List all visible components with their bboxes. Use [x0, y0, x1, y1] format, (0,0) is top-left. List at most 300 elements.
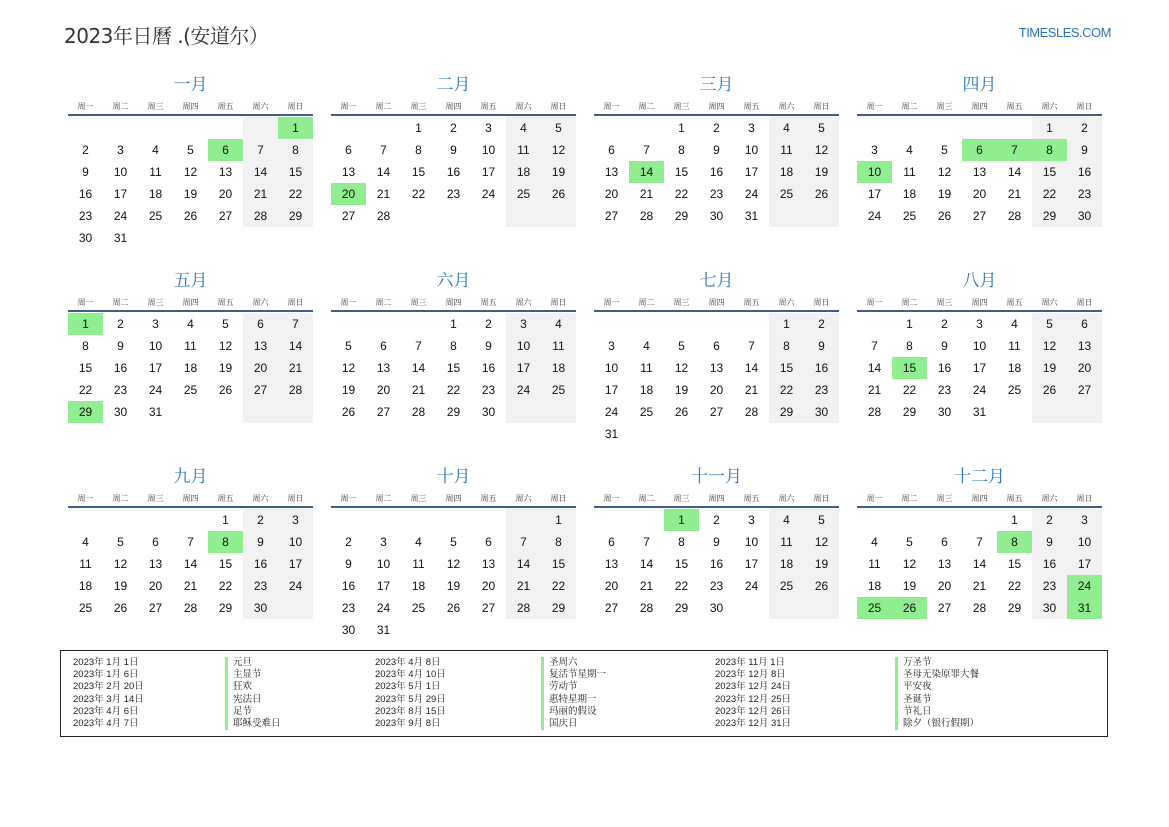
- day-cell: 20: [937, 579, 952, 593]
- empty-day-cell: [138, 227, 173, 249]
- day-cell: 10: [744, 143, 759, 157]
- day-cell: 5: [678, 339, 685, 353]
- day-cell: 3: [608, 339, 615, 353]
- weekday-label: 周三: [147, 298, 164, 307]
- day-cell: 2: [1032, 509, 1067, 531]
- day-cell: 9: [713, 143, 720, 157]
- day-cell: 26: [804, 183, 839, 205]
- day-cell: 15: [1007, 557, 1022, 571]
- empty-day-cell: [173, 117, 208, 139]
- day-cell: 7: [278, 313, 313, 335]
- day-cell: 29: [1032, 205, 1067, 227]
- day-cell: 12: [113, 557, 128, 571]
- empty-day-cell: [68, 509, 103, 531]
- empty-day-cell: [208, 227, 243, 249]
- empty-day-cell: [436, 205, 471, 227]
- holiday-date: 2023年 1月 6日: [73, 669, 139, 681]
- day-cell: 29: [446, 405, 461, 419]
- day-cell: 27: [604, 601, 619, 615]
- day-cell: 2: [117, 317, 124, 331]
- weekday-label: 周五: [480, 494, 497, 503]
- day-cell: 2: [82, 143, 89, 157]
- day-cell: 21: [744, 383, 759, 397]
- holiday-day-cell: 26: [892, 597, 927, 619]
- page-title: 2023年日曆 .(安道尔）: [64, 24, 269, 48]
- day-cell: 24: [506, 379, 541, 401]
- empty-day-cell: [629, 423, 664, 445]
- day-cell: 11: [184, 339, 197, 353]
- weekday-label: 周日: [287, 298, 304, 307]
- weekday-label: 周四: [708, 298, 725, 307]
- empty-day-cell: [594, 313, 629, 335]
- holiday-date: 2023年 5月 1日: [375, 681, 441, 693]
- day-cell: 25: [769, 183, 804, 205]
- day-cell: 26: [1032, 379, 1067, 401]
- holiday-names-col2: [541, 657, 606, 730]
- empty-day-cell: [103, 509, 138, 531]
- day-cell: 28: [972, 601, 987, 615]
- empty-day-cell: [278, 401, 313, 423]
- day-cell: 4: [769, 117, 804, 139]
- day-cell: 17: [506, 357, 541, 379]
- holiday-day-cell: 6: [962, 139, 997, 161]
- weekday-label: 周六: [1041, 494, 1058, 503]
- day-cell: 28: [243, 205, 278, 227]
- month-name: 五月: [173, 271, 208, 291]
- day-cell: 19: [218, 361, 233, 375]
- empty-day-cell: [594, 117, 629, 139]
- day-cell: 13: [243, 335, 278, 357]
- holiday-day-cell: 8: [997, 531, 1032, 553]
- day-cell: 30: [709, 601, 724, 615]
- month-calendar: [857, 464, 1102, 658]
- day-cell: 22: [674, 579, 689, 593]
- day-cell: 23: [709, 187, 724, 201]
- month-name: 二月: [436, 75, 471, 95]
- day-cell: 14: [278, 335, 313, 357]
- day-cell: 14: [1007, 165, 1022, 179]
- day-cell: 2: [450, 121, 457, 135]
- day-cell: 3: [506, 313, 541, 335]
- day-cell: 18: [148, 187, 163, 201]
- weekday-label: 周四: [445, 298, 462, 307]
- month-calendar: [331, 268, 576, 462]
- weekday-label: 周二: [638, 494, 655, 503]
- day-cell: 28: [506, 597, 541, 619]
- day-cell: 13: [148, 557, 163, 571]
- weekday-header: [331, 488, 576, 508]
- day-cell: 9: [1032, 531, 1067, 553]
- empty-day-cell: [471, 205, 506, 227]
- day-cell: 27: [972, 209, 987, 223]
- empty-day-cell: [857, 117, 892, 139]
- day-cell: 14: [867, 361, 882, 375]
- day-cell: 12: [218, 339, 233, 353]
- empty-day-cell: [927, 509, 962, 531]
- weekday-label: 周六: [252, 102, 269, 111]
- day-cell: 17: [744, 557, 759, 571]
- day-cell: 7: [643, 143, 650, 157]
- empty-day-cell: [541, 401, 576, 423]
- day-cell: 30: [1032, 597, 1067, 619]
- day-cell: 22: [541, 575, 576, 597]
- day-cell: 1: [1032, 117, 1067, 139]
- holiday-name: 劳动节: [541, 681, 606, 693]
- weekday-label: 周日: [813, 102, 830, 111]
- day-cell: 19: [937, 187, 952, 201]
- empty-day-cell: [857, 313, 892, 335]
- empty-day-cell: [401, 313, 436, 335]
- day-cell: 12: [674, 361, 689, 375]
- empty-day-cell: [892, 509, 927, 531]
- weekday-label: 周四: [445, 102, 462, 111]
- empty-day-cell: [243, 117, 278, 139]
- empty-day-cell: [506, 619, 541, 641]
- day-cell: 13: [218, 165, 233, 179]
- day-grid: [68, 117, 313, 249]
- day-cell: 4: [415, 535, 422, 549]
- day-cell: 19: [113, 579, 128, 593]
- weekday-label: 周一: [866, 494, 883, 503]
- day-cell: 6: [380, 339, 387, 353]
- weekday-label: 周三: [410, 298, 427, 307]
- day-cell: 9: [117, 339, 124, 353]
- weekday-label: 周二: [638, 102, 655, 111]
- empty-day-cell: [103, 117, 138, 139]
- day-cell: 25: [78, 601, 93, 615]
- empty-day-cell: [734, 597, 769, 619]
- day-cell: 11: [640, 361, 653, 375]
- weekday-header: [857, 292, 1102, 312]
- day-cell: 1: [450, 317, 457, 331]
- holiday-name: 惠特星期一: [541, 694, 606, 706]
- day-cell: 16: [937, 361, 952, 375]
- day-cell: 16: [1067, 161, 1102, 183]
- holiday-name: 宪法日: [225, 694, 281, 706]
- day-cell: 5: [906, 535, 913, 549]
- day-cell: 11: [149, 165, 162, 179]
- day-cell: 20: [218, 187, 233, 201]
- day-cell: 7: [187, 535, 194, 549]
- day-cell: 24: [481, 187, 496, 201]
- weekday-label: 周日: [813, 494, 830, 503]
- month-name: 六月: [436, 271, 471, 291]
- day-cell: 12: [902, 557, 917, 571]
- day-cell: 11: [868, 557, 881, 571]
- holiday-day-cell: 24: [1067, 575, 1102, 597]
- month-calendar: [331, 464, 576, 658]
- weekday-label: 周一: [340, 102, 357, 111]
- day-cell: 2: [804, 313, 839, 335]
- day-cell: 16: [1032, 553, 1067, 575]
- weekday-label: 周日: [1076, 102, 1093, 111]
- weekday-header: [68, 96, 313, 116]
- empty-day-cell: [997, 401, 1032, 423]
- holiday-day-cell: 8: [208, 531, 243, 553]
- day-cell: 23: [1032, 575, 1067, 597]
- day-cell: 24: [867, 209, 882, 223]
- day-cell: 23: [341, 601, 356, 615]
- day-cell: 28: [1007, 209, 1022, 223]
- day-cell: 23: [804, 379, 839, 401]
- day-cell: 15: [78, 361, 93, 375]
- day-cell: 22: [78, 383, 93, 397]
- day-cell: 3: [1067, 509, 1102, 531]
- empty-day-cell: [68, 117, 103, 139]
- day-cell: 11: [412, 557, 425, 571]
- day-grid: [68, 509, 313, 619]
- weekday-label: 周三: [147, 494, 164, 503]
- day-cell: 24: [278, 575, 313, 597]
- day-cell: 3: [152, 317, 159, 331]
- weekday-label: 周二: [375, 494, 392, 503]
- day-cell: 4: [1011, 317, 1018, 331]
- day-grid: [331, 509, 576, 641]
- empty-day-cell: [804, 597, 839, 619]
- weekday-label: 周六: [252, 494, 269, 503]
- day-cell: 28: [639, 209, 654, 223]
- day-cell: 25: [148, 209, 163, 223]
- weekday-header: [594, 96, 839, 116]
- day-cell: 17: [376, 579, 391, 593]
- weekday-label: 周五: [480, 298, 497, 307]
- holiday-name: 圣母无染原罪大餐: [895, 669, 979, 681]
- empty-day-cell: [962, 117, 997, 139]
- month-name: 十二月: [954, 467, 1005, 487]
- day-cell: 2: [713, 513, 720, 527]
- day-cell: 7: [243, 139, 278, 161]
- day-cell: 24: [744, 187, 759, 201]
- day-cell: 22: [411, 187, 426, 201]
- day-cell: 1: [415, 121, 422, 135]
- empty-day-cell: [594, 509, 629, 531]
- day-cell: 10: [376, 557, 391, 571]
- empty-day-cell: [892, 117, 927, 139]
- day-cell: 20: [972, 187, 987, 201]
- day-cell: 20: [376, 383, 391, 397]
- day-cell: 26: [183, 209, 198, 223]
- day-cell: 13: [604, 165, 619, 179]
- day-cell: 24: [604, 405, 619, 419]
- weekday-label: 周日: [813, 298, 830, 307]
- day-cell: 28: [278, 379, 313, 401]
- weekday-label: 周一: [866, 102, 883, 111]
- holiday-day-cell: 8: [1032, 139, 1067, 161]
- day-cell: 1: [541, 509, 576, 531]
- weekday-label: 周五: [1006, 494, 1023, 503]
- month-calendar: [594, 268, 839, 462]
- day-cell: 31: [744, 209, 759, 223]
- holiday-day-cell: 15: [892, 357, 927, 379]
- empty-day-cell: [804, 423, 839, 445]
- day-cell: 4: [187, 317, 194, 331]
- day-cell: 3: [485, 121, 492, 135]
- holiday-day-cell: 1: [278, 117, 313, 139]
- month-name: 一月: [173, 75, 208, 95]
- weekday-label: 周五: [1006, 102, 1023, 111]
- day-cell: 5: [450, 535, 457, 549]
- empty-day-cell: [927, 117, 962, 139]
- day-cell: 18: [769, 553, 804, 575]
- day-cell: 26: [674, 405, 689, 419]
- day-cell: 8: [678, 143, 685, 157]
- site-link[interactable]: TIMESLES.COM: [1018, 25, 1111, 40]
- weekday-header: [594, 488, 839, 508]
- day-cell: 27: [481, 601, 496, 615]
- day-cell: 5: [804, 117, 839, 139]
- weekday-label: 周日: [1076, 298, 1093, 307]
- weekday-label: 周三: [673, 298, 690, 307]
- holiday-day-cell: 1: [68, 313, 103, 335]
- day-cell: 30: [937, 405, 952, 419]
- day-cell: 29: [1007, 601, 1022, 615]
- day-cell: 13: [937, 557, 952, 571]
- weekday-label: 周三: [936, 494, 953, 503]
- day-cell: 9: [713, 535, 720, 549]
- day-cell: 25: [411, 601, 426, 615]
- day-cell: 6: [152, 535, 159, 549]
- holiday-day-cell: 1: [664, 509, 699, 531]
- holiday-day-cell: 20: [331, 183, 366, 205]
- day-cell: 5: [222, 317, 229, 331]
- holiday-day-cell: 7: [997, 139, 1032, 161]
- weekday-label: 周六: [1041, 298, 1058, 307]
- holiday-day-cell: 29: [68, 401, 103, 423]
- day-cell: 31: [113, 231, 128, 245]
- weekday-header: [68, 292, 313, 312]
- weekday-label: 周二: [638, 298, 655, 307]
- day-cell: 12: [541, 139, 576, 161]
- day-cell: 16: [243, 553, 278, 575]
- day-cell: 19: [804, 161, 839, 183]
- holiday-date: 2023年 11月 1日: [715, 657, 786, 668]
- month-calendar: [857, 268, 1102, 462]
- day-cell: 10: [148, 339, 163, 353]
- empty-day-cell: [401, 619, 436, 641]
- day-cell: 7: [643, 535, 650, 549]
- day-cell: 13: [972, 165, 987, 179]
- day-cell: 8: [678, 535, 685, 549]
- day-cell: 19: [1032, 357, 1067, 379]
- empty-day-cell: [436, 619, 471, 641]
- day-cell: 30: [341, 623, 356, 637]
- day-cell: 19: [341, 383, 356, 397]
- day-cell: 12: [183, 165, 198, 179]
- holiday-names-col1: [225, 657, 281, 730]
- day-cell: 4: [906, 143, 913, 157]
- weekday-label: 周一: [77, 102, 94, 111]
- month-calendar: [331, 72, 576, 266]
- empty-day-cell: [173, 509, 208, 531]
- weekday-label: 周四: [971, 102, 988, 111]
- day-cell: 5: [804, 509, 839, 531]
- day-grid: [331, 313, 576, 423]
- day-grid: [594, 313, 839, 445]
- day-cell: 23: [446, 187, 461, 201]
- day-cell: 24: [376, 601, 391, 615]
- day-cell: 24: [148, 383, 163, 397]
- day-grid: [857, 509, 1102, 619]
- weekday-label: 周三: [147, 102, 164, 111]
- day-cell: 6: [485, 535, 492, 549]
- day-cell: 27: [709, 405, 724, 419]
- day-cell: 15: [218, 557, 233, 571]
- holiday-date: 2023年 4月 7日: [73, 717, 139, 729]
- day-cell: 2: [485, 317, 492, 331]
- day-cell: 18: [506, 161, 541, 183]
- day-cell: 18: [902, 187, 917, 201]
- holiday-name: 元旦: [225, 657, 281, 669]
- day-cell: 19: [541, 161, 576, 183]
- holiday-name: 万圣节: [895, 657, 979, 669]
- weekday-label: 周五: [217, 298, 234, 307]
- day-cell: 26: [446, 601, 461, 615]
- day-cell: 23: [243, 575, 278, 597]
- empty-day-cell: [366, 117, 401, 139]
- day-cell: 27: [148, 601, 163, 615]
- day-cell: 30: [113, 405, 128, 419]
- day-cell: 17: [148, 361, 163, 375]
- day-cell: 16: [341, 579, 356, 593]
- day-cell: 13: [481, 557, 496, 571]
- holiday-date: 2023年 12月 24日: [715, 681, 792, 693]
- holiday-name: 除夕（银行假期）: [895, 718, 979, 730]
- day-cell: 24: [113, 209, 128, 223]
- weekday-label: 周三: [410, 102, 427, 111]
- day-cell: 4: [769, 509, 804, 531]
- empty-day-cell: [629, 509, 664, 531]
- day-cell: 27: [376, 405, 391, 419]
- weekday-label: 周日: [550, 298, 567, 307]
- day-cell: 19: [674, 383, 689, 397]
- day-cell: 8: [541, 531, 576, 553]
- day-cell: 5: [345, 339, 352, 353]
- weekday-label: 周六: [515, 102, 532, 111]
- day-cell: 5: [941, 143, 948, 157]
- weekday-label: 周四: [182, 102, 199, 111]
- day-cell: 13: [709, 361, 724, 375]
- day-cell: 5: [117, 535, 124, 549]
- day-cell: 26: [218, 383, 233, 397]
- day-cell: 4: [871, 535, 878, 549]
- day-cell: 8: [278, 139, 313, 161]
- day-cell: 18: [78, 579, 93, 593]
- day-cell: 23: [937, 383, 952, 397]
- month-name: 八月: [962, 271, 997, 291]
- day-cell: 12: [937, 165, 952, 179]
- day-cell: 22: [769, 379, 804, 401]
- day-cell: 10: [506, 335, 541, 357]
- day-cell: 8: [769, 335, 804, 357]
- day-cell: 20: [604, 187, 619, 201]
- day-cell: 29: [278, 205, 313, 227]
- day-cell: 6: [941, 535, 948, 549]
- day-cell: 19: [446, 579, 461, 593]
- day-cell: 11: [769, 531, 804, 553]
- day-cell: 31: [604, 427, 619, 441]
- day-cell: 27: [243, 379, 278, 401]
- empty-day-cell: [734, 313, 769, 335]
- day-cell: 28: [639, 601, 654, 615]
- weekday-label: 周三: [673, 494, 690, 503]
- empty-day-cell: [1032, 401, 1067, 423]
- day-cell: 16: [78, 187, 93, 201]
- month-name: 九月: [173, 467, 208, 487]
- day-cell: 15: [411, 165, 426, 179]
- month-calendar: [857, 72, 1102, 266]
- day-cell: 30: [804, 401, 839, 423]
- day-cell: 29: [902, 405, 917, 419]
